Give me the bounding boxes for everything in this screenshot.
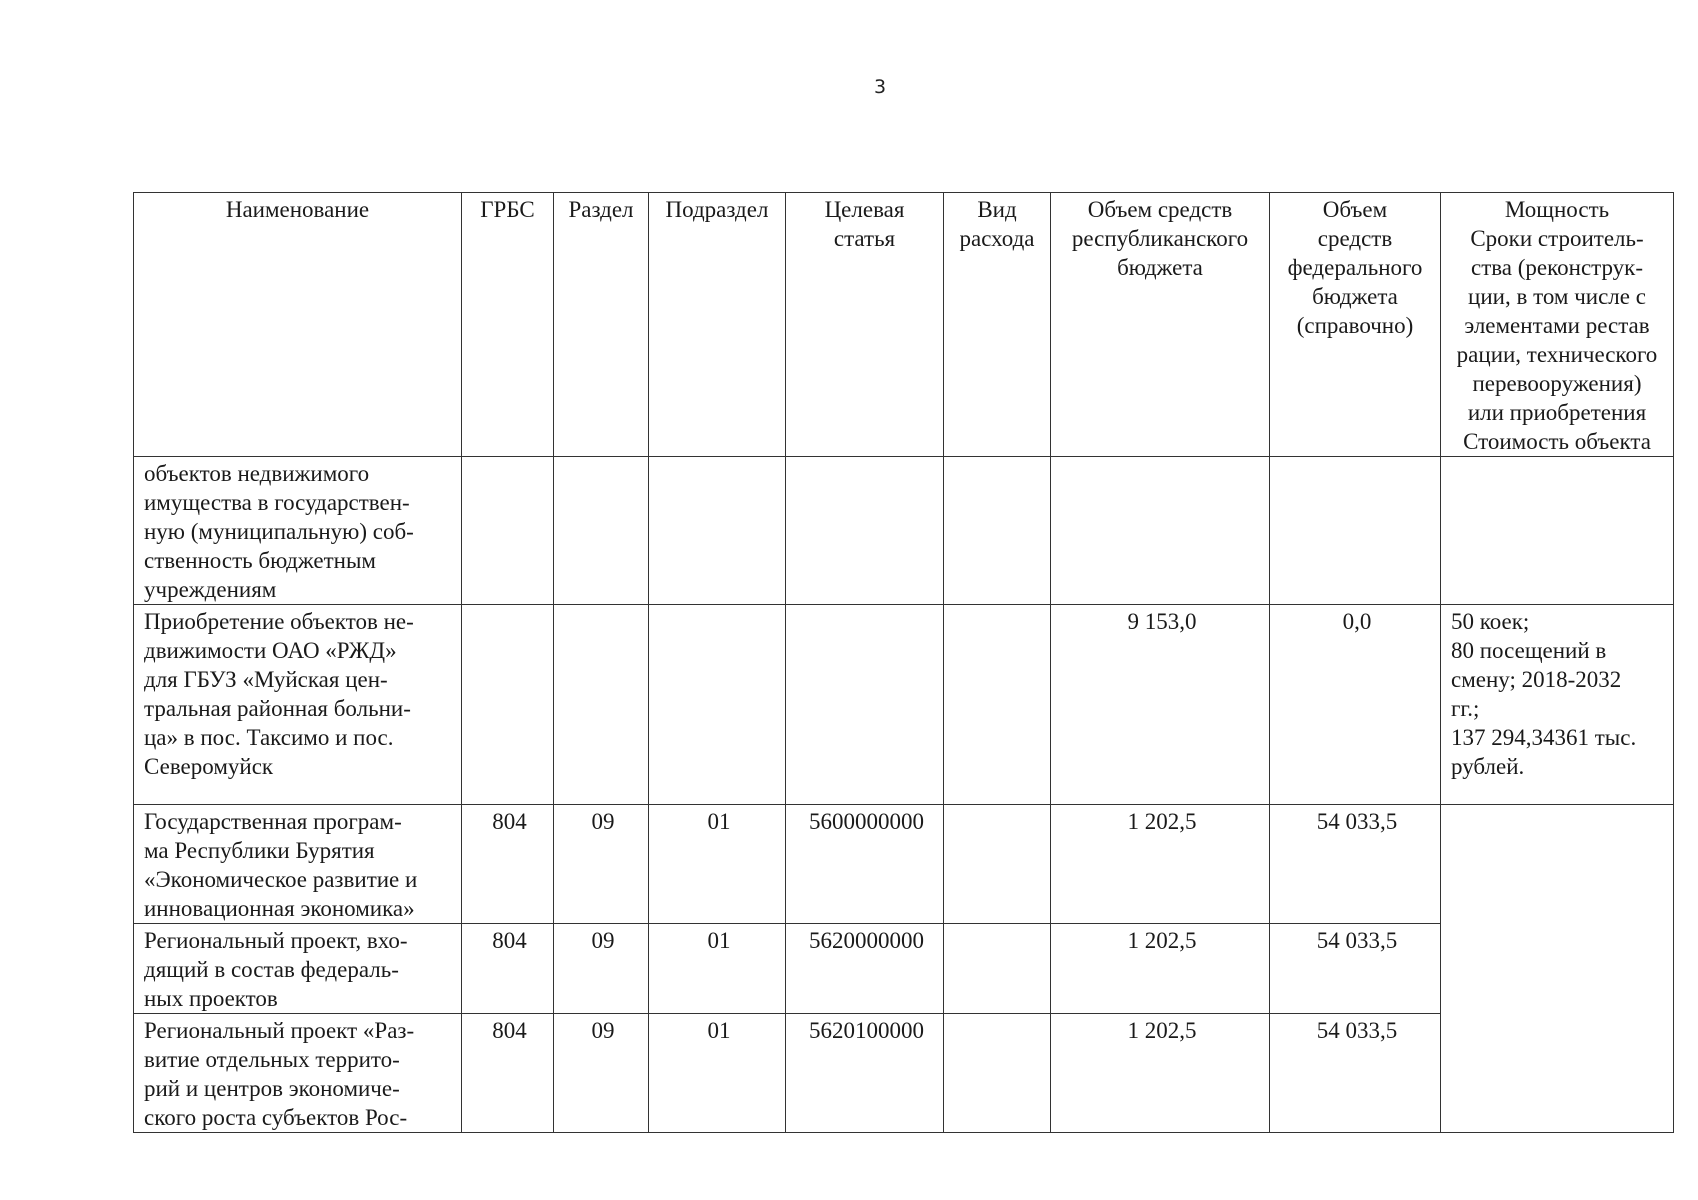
row-subsection: 01 xyxy=(649,1014,786,1133)
row-regional: 1 202,5 xyxy=(1051,1014,1270,1133)
row-expense xyxy=(944,924,1051,1014)
row-target: 5600000000 xyxy=(786,805,944,924)
row-grbs: 804 xyxy=(462,805,554,924)
row-target xyxy=(786,457,944,605)
page-number: 3 xyxy=(873,76,887,98)
header-grbs: ГРБС xyxy=(462,193,554,457)
row-subsection xyxy=(649,605,786,805)
row-subsection: 01 xyxy=(649,805,786,924)
row-section xyxy=(554,605,649,805)
row-regional: 1 202,5 xyxy=(1051,924,1270,1014)
row-regional: 1 202,5 xyxy=(1051,805,1270,924)
row-federal: 54 033,5 xyxy=(1270,805,1441,924)
row-grbs: 804 xyxy=(462,924,554,1014)
row-section: 09 xyxy=(554,805,649,924)
row-target: 5620100000 xyxy=(786,1014,944,1133)
header-federal: Объем средств федерального бюджета (справочно) xyxy=(1270,193,1441,457)
header-section: Раздел xyxy=(554,193,649,457)
table-row xyxy=(134,457,1674,605)
budget-table xyxy=(133,192,1674,1133)
table-row xyxy=(134,805,1674,924)
row-capacity: 50 коек; 80 посещений в смену; 2018-2032 гг.; 137 294,34361 тыс. рублей. xyxy=(1441,605,1674,805)
row-federal: 54 033,5 xyxy=(1270,924,1441,1014)
header-capacity: Мощность Сроки строитель- ства (реконструк- ции, в том числе с элементами рестав рации, технического перевооружения) или приобретения Стоимость объекта xyxy=(1441,193,1674,457)
header-name: Наименование xyxy=(134,193,462,457)
row-capacity xyxy=(1441,805,1674,1133)
row-grbs xyxy=(462,605,554,805)
row-section xyxy=(554,457,649,605)
row-regional xyxy=(1051,457,1270,605)
row-expense xyxy=(944,1014,1051,1133)
header-row xyxy=(134,193,1674,457)
row-grbs xyxy=(462,457,554,605)
row-name: объектов недвижимого имущества в государствен- ную (муниципальную) соб- ственность бюджетным учреждениям xyxy=(134,457,462,605)
row-target: 5620000000 xyxy=(786,924,944,1014)
row-subsection xyxy=(649,457,786,605)
row-capacity xyxy=(1441,457,1674,605)
header-expense: Вид расхода xyxy=(944,193,1051,457)
row-name: Региональный проект «Раз- витие отдельных террито- рий и центров экономиче- ского роста субъектов Рос- xyxy=(134,1014,462,1133)
header-subsection: Подраздел xyxy=(649,193,786,457)
header-target: Целевая статья xyxy=(786,193,944,457)
row-name: Региональный проект, вхо- дящий в состав федераль- ных проектов xyxy=(134,924,462,1014)
row-federal: 0,0 xyxy=(1270,605,1441,805)
row-expense xyxy=(944,457,1051,605)
row-grbs: 804 xyxy=(462,1014,554,1133)
row-regional: 9 153,0 xyxy=(1051,605,1270,805)
row-name: Приобретение объектов не- движимости ОАО «РЖД» для ГБУЗ «Муйская цен- тральная районная больни- ца» в пос. Таксимо и пос. Северомуйск xyxy=(134,605,462,805)
row-section: 09 xyxy=(554,924,649,1014)
row-target xyxy=(786,605,944,805)
row-federal xyxy=(1270,457,1441,605)
row-expense xyxy=(944,805,1051,924)
header-regional: Объем средств республиканского бюджета xyxy=(1051,193,1270,457)
row-section: 09 xyxy=(554,1014,649,1133)
row-expense xyxy=(944,605,1051,805)
row-name: Государственная програм- ма Республики Бурятия «Экономическое развитие и инновационная экономика» xyxy=(134,805,462,924)
table-row xyxy=(134,605,1674,805)
row-federal: 54 033,5 xyxy=(1270,1014,1441,1133)
row-subsection: 01 xyxy=(649,924,786,1014)
